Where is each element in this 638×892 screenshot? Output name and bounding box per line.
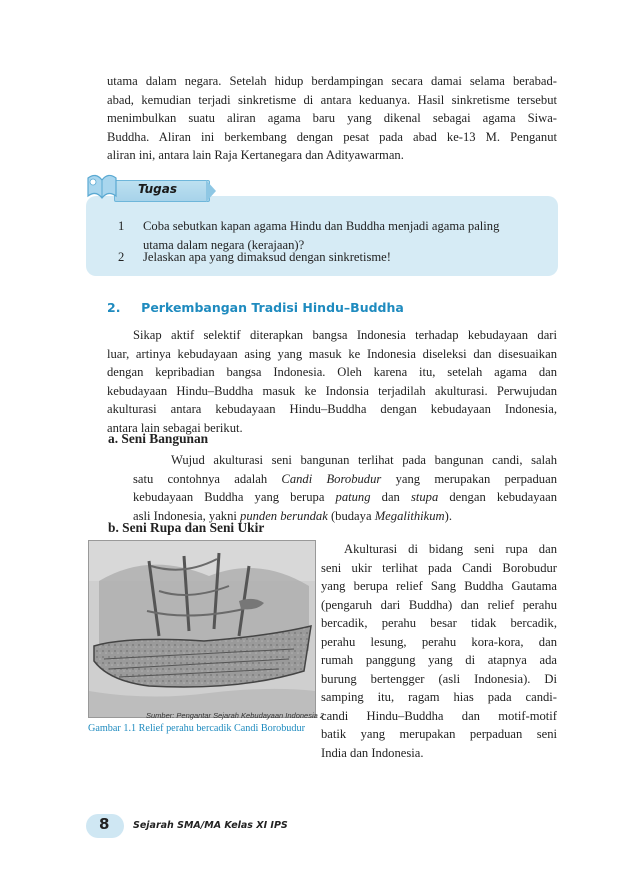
section-line: luar, artinya kebudayaan asing yang masuk ke Indonesia diseleksi dan disesuaikan [107, 346, 557, 361]
section-number: 2. [107, 300, 121, 315]
seni-bangunan-line: satu contohnya adalah Candi Borobudur yang merupakan perpaduan [133, 471, 557, 486]
figure-source: Sumber: Pengantar Sejarah Kebudayaan Indonesia 2 [146, 711, 325, 720]
seni-rupa-line: India dan Indonesia. [321, 745, 424, 760]
seni-rupa-line: burung bertengger (asli Indonesia). Di [321, 671, 557, 686]
tugas-label: Tugas [138, 182, 178, 196]
seni-rupa-line: batik yang merupakan perpaduan seni [321, 727, 557, 741]
section-line: dengan kepribadian bangsa Indonesia. Oleh karena itu, setelah agama dan [107, 365, 557, 380]
footer-book-title: Sejarah SMA/MA Kelas XI IPS [133, 820, 288, 831]
intro-line: abad, kemudian terjadi sinkretisme di antara keduanya. Hasil sinkretisme tersebut [107, 92, 557, 107]
relief-boat-image [88, 540, 316, 718]
intro-line: utama dalam negara. Setelah hidup berdampingan secara damai selama berabad- [107, 74, 557, 88]
tugas-item-line: Jelaskan apa yang dimaksud dengan sinkretisme! [143, 250, 391, 264]
tugas-item-number: 1 [118, 219, 125, 233]
figure-caption: Gambar 1.1 Relief perahu bercadik Candi Borobudur [88, 723, 305, 734]
subheading-seni-rupa: b. Seni Rupa dan Seni Ukir [108, 520, 265, 535]
intro-paragraph [107, 72, 557, 165]
section-line: Sikap aktif selektif diterapkan bangsa Indonesia terhadap kebudayaan dari [133, 328, 557, 342]
seni-rupa-line: seni ukir terlihat pada Candi Borobudur [321, 560, 557, 575]
seni-rupa-line: Akulturasi di bidang seni rupa dan [344, 542, 557, 556]
seni-bangunan-line: asli Indonesia, yakni punden berundak (budaya Megalithikum). [133, 508, 452, 523]
subheading-seni-bangunan: a. Seni Bangunan [108, 431, 209, 446]
seni-rupa-line: samping itu, ragam hias pada candi- [321, 690, 557, 704]
tugas-item-number: 2 [118, 250, 125, 264]
section-heading [107, 300, 404, 315]
tugas-item-line: Coba sebutkan kapan agama Hindu dan Buddha menjadi agama paling [143, 219, 500, 233]
seni-rupa-line: candi Hindu–Buddha dan motif-motif [321, 708, 557, 723]
intro-line: menimbulkan suatu aliran agama baru yang dikenal sebagai agama Siwa- [107, 111, 557, 126]
seni-rupa-line: (pengaruh dari Buddha) dan relief perahu [321, 597, 557, 612]
seni-rupa-paragraph [321, 540, 557, 762]
intro-line: aliran ini, antara lain Raja Kertanegara dan Adityawarman. [107, 148, 404, 163]
tugas-item [143, 248, 543, 267]
book-icon [84, 170, 118, 202]
section-title: Perkembangan Tradisi Hindu–Buddha [141, 300, 404, 315]
seni-bangunan-line: kebudayaan Buddha yang berupa patung dan stupa dengan kebudayaan [133, 490, 557, 505]
section-paragraph [107, 326, 557, 438]
seni-bangunan-paragraph [133, 451, 557, 525]
section-line: kebudayaan Hindu–Buddha masuk ke Indonsia terjadilah akulturasi. Perwujudan [107, 383, 557, 398]
section-line: antara lain sebagai berikut. [107, 420, 243, 435]
page-number: 8 [99, 815, 110, 833]
seni-rupa-line: perahu lesung, perahu kora-kora, dan [321, 634, 557, 649]
seni-rupa-line: yang berupa relief Sang Buddha Gautama [321, 579, 557, 593]
tugas-item-line: utama dalam negara (kerajaan)? [143, 237, 305, 252]
seni-bangunan-line: Wujud akulturasi seni bangunan terlihat pada bangunan candi, salah [171, 453, 557, 467]
seni-rupa-line: bercadik, perahu besar tidak bercadik, [321, 616, 557, 630]
tugas-arrow-icon [206, 180, 216, 202]
intro-line: Buddha. Aliran ini berkembang dengan pesat pada abad ke-13 M. Penganut [107, 129, 557, 144]
relief-boat-illustration [89, 541, 315, 717]
seni-rupa-line: rumah panggung yang di atapnya ada [321, 653, 557, 667]
section-line: akulturasi antara kebudayaan Hindu–Buddha dengan kebudayaan Indonesia, [107, 402, 557, 417]
